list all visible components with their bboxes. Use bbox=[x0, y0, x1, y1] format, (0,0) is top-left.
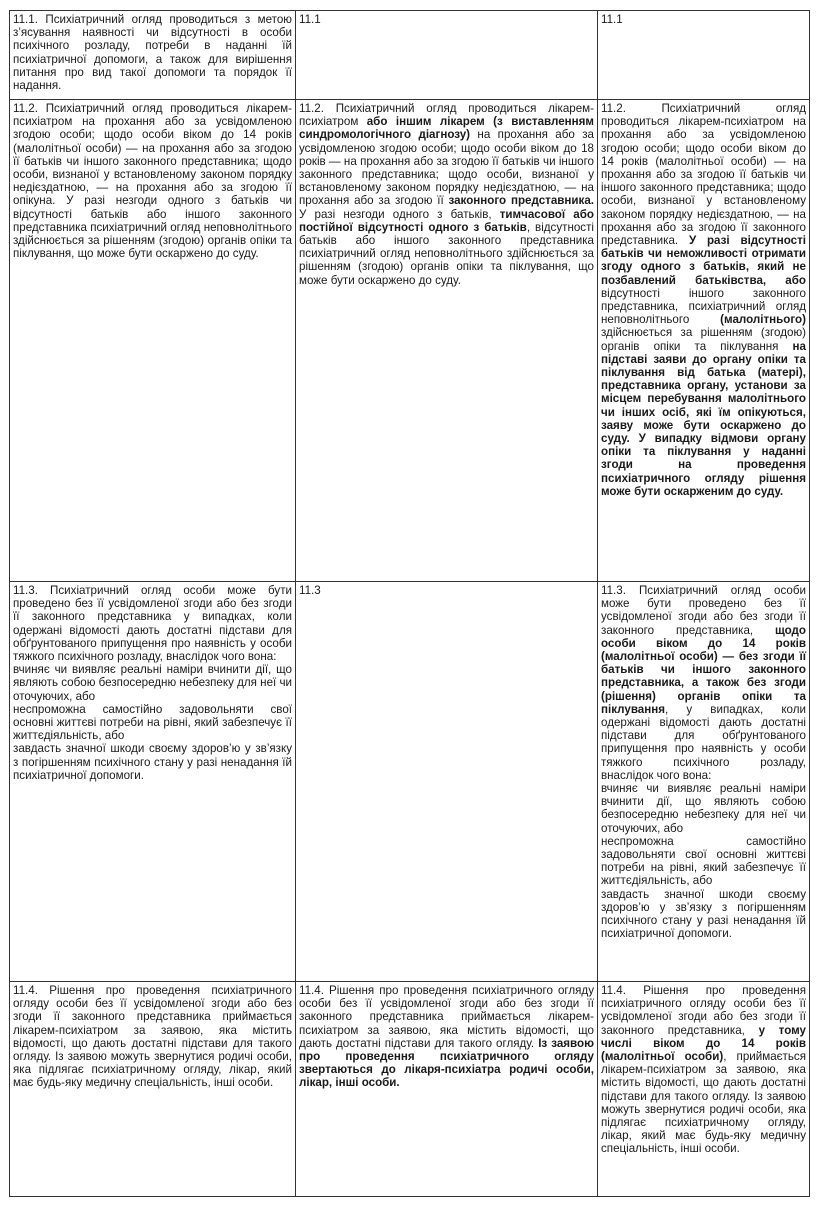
text-run: на прохання або за усвідомленою згодою особи; щодо особи віком до 18 років — на прохання або за згодою її батьків чи іншого законного представника; щодо особи, визнаної у встановленому законом порядку недієздатною, — на прохання або за згодою її bbox=[299, 128, 594, 208]
cell-proposed-edit bbox=[598, 11, 810, 100]
table-row bbox=[10, 582, 810, 982]
text-run: 11.4. Рішення про проведення психіатричного огляду особи без її усвідомленої згоди або без згоди її законного представника приймається лікарем-психіатром за заявою, яка містить відомості, що дають достатні підстави для такого огляду. Із заявою можуть звернутися родичі особи, яка підлягає психіатричному огляду, лікар, який має будь-яку медичну спеціальність, інші особи. bbox=[13, 984, 292, 1090]
bold-text-run: щодо особи віком до 14 років (малолітньої особи) — без згоди її батьків чи іншого законного представника, а також без згоди (рішення) органів опіки та піклування bbox=[601, 623, 806, 716]
text-run: вчиняє чи виявляє реальні наміри вчинити дії, що являють собою безпосередню небезпеку для неї чи оточуючих, або bbox=[601, 782, 806, 835]
text-run: 11.4. Рішення про проведення психіатричного огляду особи без її усвідомленої згоди або без згоди її законного представника, bbox=[601, 984, 806, 1037]
cell-draft-law bbox=[296, 11, 598, 100]
bold-text-run: на підставі заяви до органу опіки та піклування від батька (матері), представника органу, установи за місцем перебування малолітнього чи інших осіб, які їм опікуються, заяву може бути оскаржено до суду. У випадку відмови органу опіки та піклування у наданні згоди на проведення психіатричного огляду рішення може бути оскарженим до суду. bbox=[601, 339, 806, 498]
cell-current-law bbox=[10, 582, 296, 982]
cell-proposed-edit bbox=[598, 582, 810, 982]
text-run: , приймається лікарем-психіатром за заявою, яка містить відомості, що дають достатні підстави для такого огляду. Із заявою можуть звернутися родичі особи, яка підлягає психіатричному огляду, лікар, який має будь-яку медичну спеціальність, інші особи. bbox=[601, 1050, 806, 1156]
document-page bbox=[9, 10, 809, 1197]
text-run: вчиняє чи виявляє реальні наміри вчинити дії, що являють собою безпосередню небезпеку для неї чи оточуючих, або bbox=[13, 663, 292, 703]
table-row bbox=[10, 982, 810, 1197]
text-run: 11.2. Психіатричний огляд проводиться лікарем-психіатром на прохання або за усвідомленою згодою особи; щодо особи віком до 14 років (малолітньої особи) — на прохання або за згодою її батьків чи іншого законного представника; щодо особи, визнаної у встановленому законом порядку недієздатною, — на прохання або за згодою її законного представника. bbox=[601, 102, 806, 248]
text-run: відсутності іншого законного представника, психіатричний огляд неповнолітнього bbox=[601, 286, 806, 327]
comparison-table bbox=[9, 10, 810, 1197]
cell-current-law bbox=[10, 11, 296, 100]
table-row bbox=[10, 11, 810, 100]
text-run: 11.1 bbox=[601, 13, 623, 26]
bold-text-run: у тому числі віком до 14 років (малолітньої особи) bbox=[601, 1023, 806, 1064]
text-run: завдасть значної шкоди своєму здоров’ю у зв’язку з погіршенням психічного стану у разі ненадання їй психіатричної допомоги. bbox=[601, 887, 806, 941]
cell-current-law bbox=[10, 100, 296, 582]
text-run: 11.3. Психіатричний огляд особи може бути проведено без її усвідомленої згоди або без згоди її законного представника у випадках, коли одержані відомості дають достатні підстави для обґрунтованого припущення про наявність у особи тяжкого психічного розладу, внаслідок чого вона: bbox=[13, 584, 292, 664]
text-run: 11.2. Психіатричний огляд проводиться лікарем-психіатром bbox=[299, 102, 594, 129]
bold-text-run: У разі відсутності батьків чи неможливості отримати згоду одного з батьків, який не позбавлений батьківства, або bbox=[601, 234, 806, 287]
text-run: неспроможна самостійно задовольняти свої основні життєві потреби на рівні, який забезпечує її життєдіяльність, або bbox=[13, 702, 292, 743]
text-run: 11.3. Психіатричний огляд особи може бути проведено без її усвідомленої згоди або без згоди її законного представника, bbox=[601, 584, 806, 637]
cell-draft-law bbox=[296, 100, 598, 582]
text-run: 11.1. Психіатричний огляд проводиться з метою з’ясування наявності чи відсутності в особи психічного розладу, потреби в наданні їй психіатричної допомоги, а також для вирішення питання про вид такої допомоги та порядок її надання. bbox=[13, 13, 292, 93]
text-run: , у випадках, коли одержані відомості дають достатні підстави для обґрунтованого припущення про наявність у особи тяжкого психічного розладу, внаслідок чого вона: bbox=[601, 702, 806, 782]
cell-current-law bbox=[10, 982, 296, 1197]
text-run: здійснюється за рішенням (згодою) органів опіки та піклування bbox=[601, 326, 806, 353]
text-run: , відсутності батьків або іншого законного представника психіатричний огляд неповнолітнього здійснюється за рішенням (згодою) органів опіки та піклування, що може бути оскаржено до суду. bbox=[299, 220, 594, 287]
text-run: 11.2. Психіатричний огляд проводиться лікарем-психіатром на прохання або за усвідомленою згодою особи; щодо особи віком до 14 років (малолітньої особи) — на прохання або за згодою її батьків чи іншого законного представника; щодо особи, визнаної у встановленому законом порядку недієздатною, — на прохання або за згодою її опікуна. У разі незгоди одного з батьків чи відсутності батьків або іншого законного представника психіатричний огляд неповнолітнього здійснюється за рішенням (згодою) органів опіки та піклування, що може бути оскаржено до суду. bbox=[13, 102, 292, 261]
bold-text-run: тимчасової або постійної відсутності одного з батьків bbox=[299, 207, 594, 234]
table-row bbox=[10, 100, 810, 582]
bold-text-run: або іншим лікарем (з виставленням синдромологічного діагнозу) bbox=[299, 115, 594, 142]
text-run: 11.3 bbox=[299, 584, 321, 597]
text-run: неспроможна самостійно задовольняти свої основні життєві потреби на рівні, який забезпечує її життєдіяльність, або bbox=[601, 834, 806, 888]
cell-proposed-edit bbox=[598, 100, 810, 582]
cell-draft-law bbox=[296, 582, 598, 982]
comparison-table-body bbox=[10, 11, 810, 1197]
text-run: 11.1 bbox=[299, 13, 321, 26]
cell-draft-law bbox=[296, 982, 598, 1197]
cell-proposed-edit bbox=[598, 982, 810, 1197]
text-run: У разі незгоди одного з батьків, bbox=[299, 207, 500, 221]
text-run: завдасть значної шкоди своєму здоров’ю у зв’язку з погіршенням психічного стану у разі ненадання їй психіатричної допомоги. bbox=[13, 742, 292, 782]
bold-text-run: законного представника. bbox=[448, 194, 594, 208]
text-run: 11.4. Рішення про проведення психіатричного огляду особи без її усвідомленої згоди або без згоди її законного представника приймається лікарем-психіатром за заявою, яка містить відомості, що дають достатні підстави для такого огляду. bbox=[299, 984, 594, 1050]
bold-text-run: Із заявою про проведення психіатричного огляду звертаються до лікаря-психіатра родичі особи, лікар, інші особи. bbox=[299, 1036, 594, 1090]
bold-text-run: (малолітнього) bbox=[720, 313, 806, 327]
